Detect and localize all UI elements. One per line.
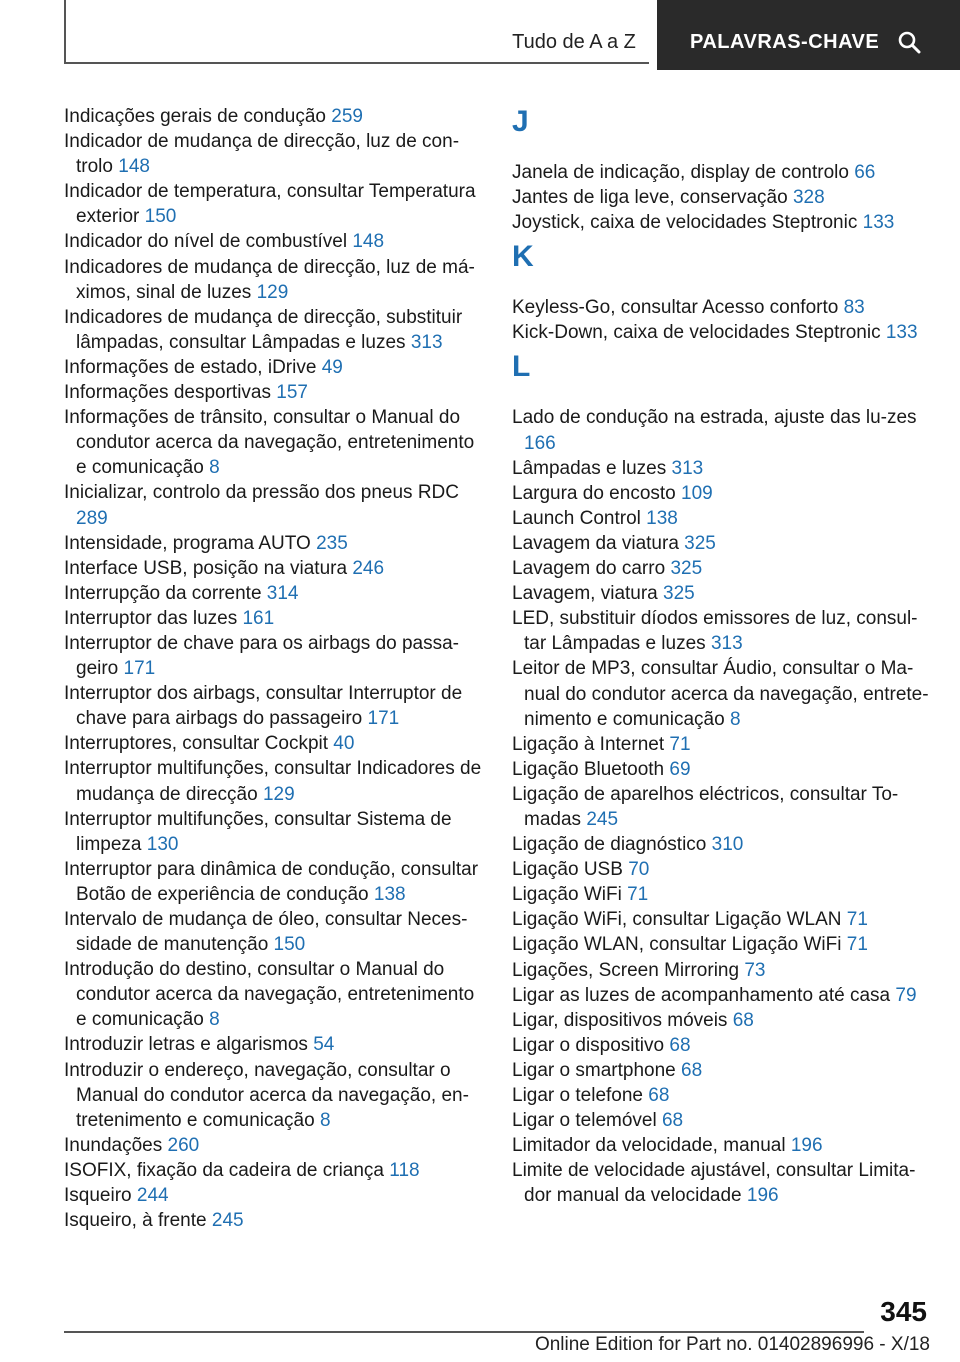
index-entry-text: Ligação WiFi	[512, 884, 622, 906]
index-entry	[512, 531, 932, 556]
page-link[interactable]: 235	[316, 532, 348, 554]
page-link[interactable]: 66	[854, 162, 876, 183]
index-entry	[512, 732, 932, 757]
index-entry-text: Introduzir o endereço, navegação, consultar o Manual do condutor acerca da navegação, en-tretenimento e comunicação	[64, 1059, 469, 1131]
page-link[interactable]: 161	[242, 607, 275, 629]
index-entry-text: Lavagem da viatura	[512, 532, 679, 554]
page-link[interactable]: 129	[262, 783, 295, 805]
index-entry-text: Intensidade, programa AUTO	[64, 532, 311, 554]
index-entry	[512, 1133, 932, 1158]
page-link[interactable]: 310	[711, 834, 744, 856]
index-entry-text: Isqueiro, à frente	[64, 1210, 207, 1232]
index-entry-text: Ligação de diagnóstico	[512, 834, 707, 856]
page-link[interactable]: 133	[885, 322, 918, 344]
page-link[interactable]: 245	[586, 808, 619, 830]
index-entry-text: Interruptor dos airbags, consultar Interruptor de chave para airbags do passageiro	[64, 683, 463, 730]
page-link[interactable]: 244	[136, 1185, 169, 1207]
index-entry-text: Interrupção da corrente	[64, 582, 262, 604]
index-entry	[64, 405, 484, 480]
page-link[interactable]: 150	[273, 934, 306, 956]
page-link[interactable]: 71	[627, 884, 649, 906]
index-entry-text: Ligação Bluetooth	[512, 758, 665, 780]
index-entry	[512, 1058, 932, 1083]
page-link[interactable]: 259	[331, 106, 363, 127]
index-entry-text: Ligação à Internet	[512, 733, 665, 755]
index-entry-text: Inundações	[64, 1134, 163, 1156]
index-entry	[64, 380, 484, 405]
index-entry	[64, 531, 484, 556]
index-entry	[512, 210, 932, 235]
index-entry	[512, 405, 932, 455]
page-link[interactable]: 8	[319, 1109, 331, 1131]
index-entry-text: Interruptor de chave para os airbags do passa-geiro	[64, 632, 460, 680]
tab-a-to-z[interactable]: Tudo de A a Z	[512, 31, 636, 53]
index-entry-text: Ligação USB	[512, 859, 623, 881]
index-entry	[64, 581, 484, 606]
index-entry	[64, 606, 484, 631]
index-entry-text: Lado de condução na estrada, ajuste das lu-zes	[512, 407, 917, 429]
index-entry-text: Ligar o dispositivo	[512, 1034, 665, 1056]
page-link[interactable]: 68	[661, 1110, 684, 1132]
index-entry	[64, 631, 484, 681]
index-entry-text: Largura do encosto	[512, 482, 676, 504]
index-entry	[512, 782, 932, 832]
page-link[interactable]: 138	[646, 507, 678, 529]
index-entry-text: Jantes de liga leve, conservação	[512, 187, 788, 209]
index-entry-text: Indicador do nível de combustível	[64, 231, 348, 253]
index-entry-text: Indicadores de mudança de direcção, luz de má-ximos, sinal de luzes	[64, 256, 475, 303]
page-link[interactable]: 73	[744, 959, 766, 981]
index-entry	[64, 255, 484, 305]
page-link[interactable]: 313	[410, 331, 443, 353]
page-link[interactable]: 40	[333, 733, 355, 755]
index-column-right	[512, 104, 932, 1208]
index-entry	[512, 882, 932, 907]
page-link[interactable]: 328	[792, 187, 825, 209]
index-entry-text: Informações desportivas	[64, 382, 271, 404]
index-entry-text: Informações de trânsito, consultar o Manual do condutor acerca da navegação, entretenimento e comunicação	[64, 407, 475, 479]
index-entry-text: Interruptor multifunções, consultar Sistema de limpeza	[64, 808, 452, 855]
index-entry-text: Isqueiro	[64, 1185, 132, 1207]
index-entry	[512, 456, 932, 481]
page-link[interactable]: 196	[746, 1185, 779, 1207]
index-entry-text: Lavagem, viatura	[512, 583, 658, 605]
index-entry	[512, 757, 932, 782]
index-entry	[64, 305, 484, 355]
page-link[interactable]: 118	[389, 1159, 420, 1181]
index-entry-text: Lavagem do carro	[512, 558, 666, 580]
page-link[interactable]: 325	[684, 532, 716, 554]
page-link[interactable]: 71	[846, 934, 868, 956]
index-entry	[512, 983, 932, 1008]
index-entry-text: Limite de velocidade ajustável, consultar Limita-dor manual da velocidade	[512, 1160, 916, 1207]
index-entry-text: Janela de indicação, display de controlo	[512, 162, 849, 183]
index-entry	[512, 556, 932, 581]
index-entry	[512, 1158, 932, 1208]
tab-keywords[interactable]	[657, 0, 960, 70]
index-entry-text: Indicador de mudança de direcção, luz de con-trolo	[64, 131, 460, 178]
index-entry	[512, 160, 932, 185]
page-link[interactable]: 8	[209, 457, 220, 479]
index-entry-text: ISOFIX, fixação da cadeira de criança	[64, 1159, 384, 1181]
index-entry-text: Indicador de temperatura, consultar Temperatura exterior	[64, 181, 476, 228]
page-link[interactable]: 148	[118, 156, 150, 178]
page-link[interactable]: 130	[146, 833, 179, 855]
index-entry-text: Indicações gerais de condução	[64, 106, 326, 127]
tab-keywords-label: PALAVRAS-CHAVE	[690, 31, 880, 53]
page-link[interactable]: 196	[790, 1135, 823, 1157]
index-entry-text: Introdução do destino, consultar o Manual do condutor acerca da navegação, entretenimento e comunicação	[64, 959, 475, 1031]
index-entry	[512, 932, 932, 957]
index-entry-text: Keyless-Go, consultar Acesso conforto	[512, 297, 839, 319]
page-link[interactable]: 138	[373, 883, 406, 905]
index-entry-text: Launch Control	[512, 507, 641, 529]
index-entry	[512, 295, 932, 320]
index-entry	[64, 355, 484, 380]
search-icon[interactable]	[897, 30, 921, 54]
index-column-left	[64, 104, 484, 1233]
page-link[interactable]: 171	[367, 708, 400, 730]
index-entry	[512, 481, 932, 506]
page-link[interactable]: 68	[648, 1085, 670, 1106]
index-entry-text: Kick-Down, caixa de velocidades Steptronic	[512, 322, 881, 344]
index-entry	[512, 857, 932, 882]
index-entry-text: Leitor de MP3, consultar Áudio, consultar o Ma-nual do condutor acerca da navegação, entrete-nimento e comunicação	[512, 658, 929, 730]
header-rule-left	[64, 0, 66, 64]
index-entry-text: Joystick, caixa de velocidades Steptronic	[512, 212, 858, 234]
page-number: 345	[880, 1296, 927, 1327]
index-entry	[64, 1058, 484, 1133]
page-link[interactable]: 245	[211, 1210, 244, 1232]
page-link[interactable]: 69	[669, 758, 691, 780]
page-link[interactable]: 313	[671, 457, 704, 479]
page-link[interactable]: 83	[843, 297, 865, 319]
index-entry	[64, 1158, 484, 1183]
index-entry-text: Ligar o smartphone	[512, 1059, 676, 1081]
index-entry-text: Ligar o telemóvel	[512, 1110, 657, 1132]
index-entry	[512, 1108, 932, 1133]
index-entry	[64, 480, 484, 530]
index-entry	[64, 756, 484, 806]
page-link[interactable]: 70	[628, 859, 650, 881]
page-link[interactable]: 171	[123, 658, 156, 680]
page-link[interactable]: 260	[167, 1134, 200, 1156]
index-entry	[512, 506, 932, 531]
index-entry	[64, 129, 484, 179]
index-entry-text: Introduzir letras e algarismos	[64, 1034, 308, 1056]
index-entry-text: Interruptor para dinâmica de condução, consultar Botão de experiência de condução	[64, 858, 479, 905]
index-entry	[512, 606, 932, 656]
page-link[interactable]: 148	[352, 231, 385, 253]
index-entry	[64, 957, 484, 1032]
index-entry-text: Ligações, Screen Mirroring	[512, 959, 740, 981]
index-entry	[512, 185, 932, 210]
page-link[interactable]: 8	[209, 1009, 220, 1031]
index-entry-text: LED, substituir díodos emissores de luz, consul-tar Lâmpadas e luzes	[512, 608, 918, 655]
index-entry-text: Ligar as luzes de acompanhamento até casa	[512, 984, 891, 1006]
index-entry-text: Ligar o telefone	[512, 1085, 643, 1106]
index-entry	[64, 907, 484, 957]
section-letter: L	[512, 350, 531, 384]
index-entry-text: Intervalo de mudança de óleo, consultar Neces-sidade de manutenção	[64, 909, 468, 956]
index-entry-text: Ligar, dispositivos móveis	[512, 1009, 728, 1031]
index-entry	[512, 907, 932, 932]
index-entry-text: Inicializar, controlo da pressão dos pneus RDC	[64, 482, 459, 504]
index-entry	[64, 1208, 484, 1233]
section-letter: K	[512, 240, 534, 274]
index-entry	[64, 807, 484, 857]
index-entry	[64, 857, 484, 907]
page-link[interactable]: 49	[321, 356, 343, 378]
section-letter: J	[512, 105, 529, 138]
page-link[interactable]: 68	[681, 1059, 703, 1081]
index-entry	[64, 1032, 484, 1057]
index-entry	[64, 731, 484, 756]
index-entry	[512, 832, 932, 857]
index-entry-text: Interruptor das luzes	[64, 607, 238, 629]
page-link[interactable]: 79	[895, 984, 917, 1006]
index-entry	[64, 556, 484, 581]
index-entry-text: Ligação WiFi, consultar Ligação WLAN	[512, 909, 842, 931]
index-entry	[512, 320, 932, 345]
index-entry-text: Limitador da velocidade, manual	[512, 1135, 786, 1157]
page-link[interactable]: 109	[681, 482, 713, 504]
page-link[interactable]: 157	[276, 382, 308, 404]
index-entry	[512, 656, 932, 731]
page-link[interactable]: 68	[669, 1034, 691, 1056]
page-link[interactable]: 68	[732, 1009, 754, 1031]
page-link[interactable]: 54	[313, 1034, 335, 1056]
footer-rule	[64, 1331, 864, 1333]
index-entry-text: Interface USB, posição na viatura	[64, 557, 348, 579]
index-entry	[64, 104, 484, 129]
page-link[interactable]: 313	[710, 633, 743, 655]
page-link[interactable]: 133	[862, 212, 895, 234]
index-entry-text: Interruptor multifunções, consultar Indicadores de mudança de direcção	[64, 758, 482, 805]
page-link[interactable]: 246	[352, 557, 385, 579]
page-link[interactable]: 150	[144, 206, 177, 228]
index-entry	[512, 1083, 932, 1108]
index-entry-text: Interruptores, consultar Cockpit	[64, 733, 329, 755]
footer-edition: Online Edition for Part no. 01402896996 - X/18	[534, 1334, 930, 1355]
index-entry	[512, 958, 932, 983]
index-entry-text: Ligação de aparelhos eléctricos, consultar To-madas	[512, 783, 899, 830]
page-link[interactable]: 71	[669, 733, 691, 755]
index-entry-text: Indicadores de mudança de direcção, substituir lâmpadas, consultar Lâmpadas e luzes	[64, 306, 463, 353]
index-entry-text: Informações de estado, iDrive	[64, 356, 317, 378]
page-link[interactable]: 71	[846, 909, 868, 931]
page-link[interactable]: 129	[256, 281, 289, 303]
page-link[interactable]: 314	[266, 582, 299, 604]
index-entry	[64, 681, 484, 731]
page-link[interactable]: 325	[663, 583, 695, 605]
index-entry	[64, 1183, 484, 1208]
header-rule-bottom	[64, 62, 649, 64]
index-entry	[512, 1008, 932, 1033]
page-link[interactable]: 289	[76, 507, 108, 529]
page-link[interactable]: 325	[670, 558, 703, 580]
page-link[interactable]: 8	[729, 708, 741, 730]
index-entry	[64, 229, 484, 254]
index-entry	[512, 1033, 932, 1058]
index-entry-text: Lâmpadas e luzes	[512, 457, 667, 479]
index-entry	[512, 581, 932, 606]
index-entry-text: Ligação WLAN, consultar Ligação WiFi	[512, 934, 842, 956]
index-entry	[64, 1133, 484, 1158]
index-entry	[64, 179, 484, 229]
page-link[interactable]: 166	[524, 432, 556, 454]
